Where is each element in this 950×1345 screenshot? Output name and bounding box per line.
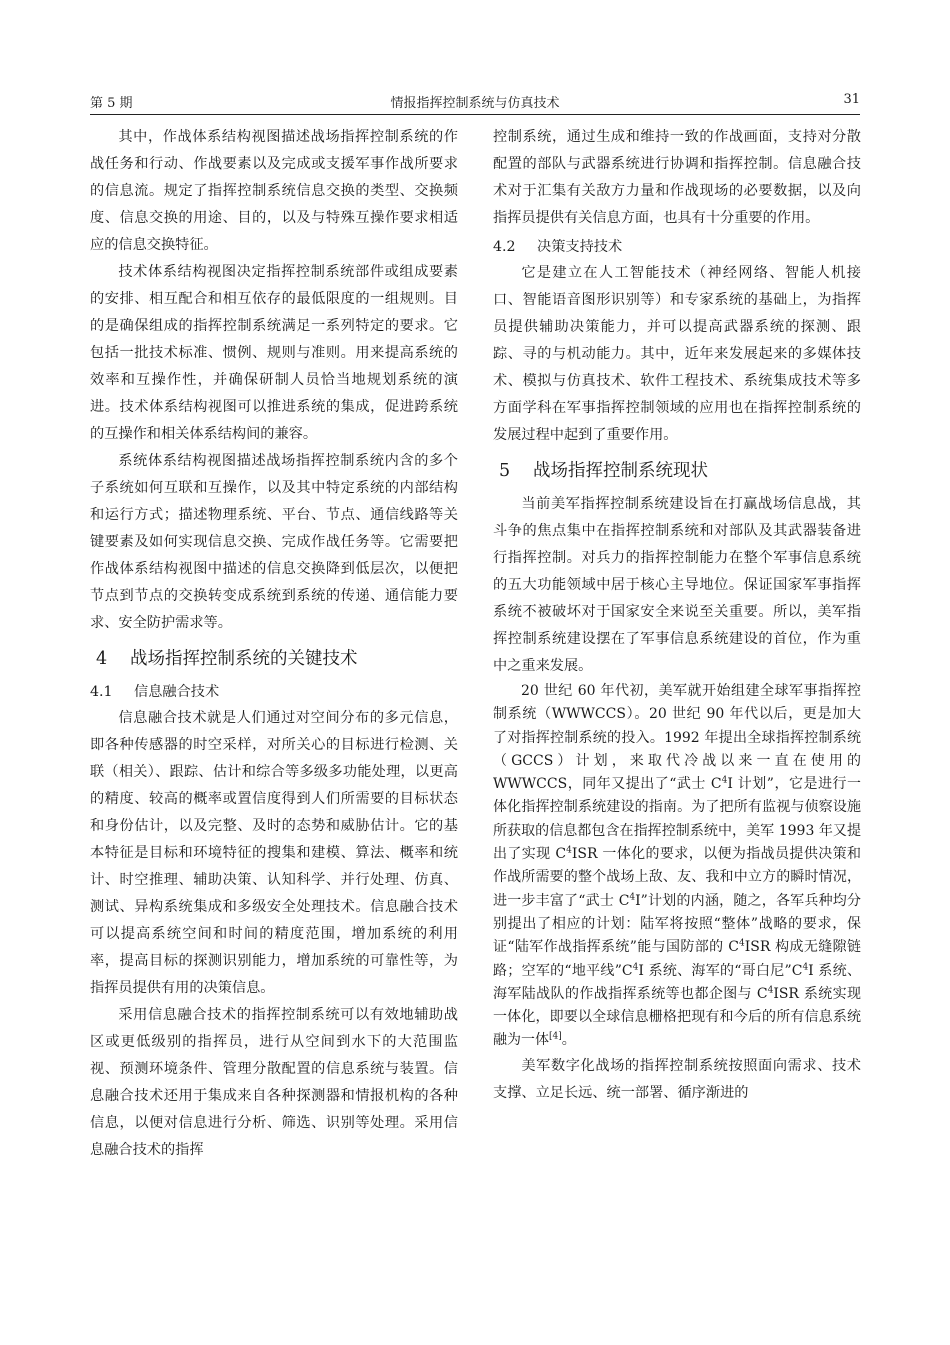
superscript: 4 bbox=[566, 845, 572, 856]
text-run: ISR 一体化的要求，以便为指战员提供决策和作战所需要的整个战场上敌、友、我和中立方的瞬时情况，进一步丰富了“武士 C bbox=[493, 846, 861, 909]
paragraph: 它是建立在人工智能技术（神经网络、智能人机接口、智能语音图形识别等）和专家系统的基础上，为指挥员提供辅助决策能力，并可以提高武器系统的探测、跟踪、寻的与机动能力。其中，近年来发展起来的多媒体技术、模拟与仿真技术、软件工程技术、系统集成技术等多方面学科在军事指挥控制领域的应用也在指挥控制系统的发展过程中起到了重要作用。 bbox=[493, 265, 861, 443]
subsection-title: 决策支持技术 bbox=[537, 239, 623, 255]
text-run: ISR 构成无缝隙链路；空军的“地平线”C bbox=[493, 939, 861, 979]
section-heading-4 bbox=[90, 645, 458, 673]
paragraph: 美军数字化战场的指挥控制系统按照面向需求、技术支撑、立足长远、统一部署、循序渐进的 bbox=[493, 1057, 861, 1101]
subsection-heading-4-1 bbox=[90, 679, 458, 705]
text-run: ISR 系统实现一体化，即要以全球信息栅格把现有和今后的所有信息系统融为一体 bbox=[493, 985, 861, 1049]
superscript: 4 bbox=[767, 985, 774, 996]
superscript: 4 bbox=[738, 938, 745, 949]
right-column bbox=[493, 124, 861, 1107]
subsection-title: 信息融合技术 bbox=[134, 684, 220, 700]
text-run: 。 bbox=[561, 1032, 576, 1049]
section-number: 4 bbox=[96, 649, 108, 669]
text-run: I 系统、海军陆战队的作战指挥系统等也都企图与 C bbox=[493, 962, 861, 1002]
subsection-heading-4-2 bbox=[493, 234, 861, 260]
paragraph bbox=[493, 680, 861, 1053]
issue-number: 第 5 期 bbox=[90, 96, 133, 111]
subsection-number: 4.1 bbox=[90, 684, 113, 700]
section-number: 5 bbox=[499, 461, 511, 481]
subsection-number: 4.2 bbox=[493, 239, 516, 255]
page-header bbox=[90, 92, 860, 112]
left-column bbox=[90, 124, 458, 1164]
text-run: I 系统、海军的“哥白尼”C bbox=[638, 962, 803, 979]
superscript: 4 bbox=[721, 775, 728, 786]
section-title: 战场指挥控制系统现状 bbox=[533, 461, 708, 481]
paragraph: 控制系统，通过生成和维持一致的作战画面，支持对分散配置的部队与武器系统进行协调和指挥控制。信息融合技术对于汇集有关敌方力量和作战现场的必要数据，以及向指挥员提供有关信息方面，也具有十分重要的作用。 bbox=[493, 129, 861, 226]
text-run: I”计划的内涵，随之，各军兵种均分别提出了相应的计划：陆军将按照“整体”战略的要求，保证“陆军作战指挥系统”能与国防部的 C bbox=[493, 892, 861, 956]
text-run: I 计划”，它是进行一体化指挥控制系统建设的指南。为了把所有监视与侦察设施所获取的信息都包含在指挥控制系统中，美军 1993 年又提出了实现 C bbox=[493, 776, 861, 863]
journal-title: 情报指挥控制系统与仿真技术 bbox=[390, 96, 560, 111]
text-run: 20 世纪 60 年代初，美军就开始组建全球军事指挥控制系统（WWWCCS）。20 世纪 90 年代以后，更是加大了对指挥控制系统的投入。1992 年提出全球指挥控制系统（GCCS）计划，来取代冷战以来一直在使用的 WWWCCS，同年又提出了“武士 C bbox=[493, 683, 861, 793]
paragraph: 技术体系结构视图决定指挥控制系统部件或组成要素的安排、相互配合和相互依存的最低限度的一组规则。目的是确保组成的指挥控制系统满足一系列特定的要求。它包括一批技术标准、惯例、规则与准则。用来提高系统的效率和互操作性，并确保研制人员恰当地规划系统的演进。技术体系结构视图可以推进系统的集成，促进跨系统的互操作和相关体系结构间的兼容。 bbox=[90, 264, 458, 442]
paragraph: 其中，作战体系结构视图描述战场指挥控制系统的作战任务和行动、作战要素以及完成或支援军事作战所要求的信息流。规定了指挥控制系统信息交换的类型、交换频度、信息交换的用途、目的，以及与特殊互操作要求相适应的信息交换特征。 bbox=[90, 129, 458, 253]
section-title: 战场指挥控制系统的关键技术 bbox=[130, 649, 358, 669]
paragraph: 系统体系结构视图描述战场指挥控制系统内含的多个子系统如何互联和互操作，以及其中特定系统的内部结构和运行方式；描述物理系统、平台、节点、通信线路等关键要素及如何实现信息交换、完成作战任务等。它需要把作战体系结构视图中描述的信息交换降到低层次，以便把节点到节点的交换转变成系统到系统的传递、通信能力要求、安全防护需求等。 bbox=[90, 453, 458, 631]
paragraph: 采用信息融合技术的指挥控制系统可以有效地辅助战区或更低级别的指挥员，进行从空间到水下的大范围监视、预测环境条件、管理分散配置的信息系统与装置。信息融合技术还用于集成来自各种探测器和情报机构的各种信息，以便对信息进行分析、筛选、识别等处理。采用信息融合技术的指挥 bbox=[90, 1007, 458, 1158]
section-heading-5 bbox=[493, 457, 861, 485]
paragraph: 信息融合技术就是人们通过对空间分布的多元信息，即各种传感器的时空采样，对所关心的目标进行检测、关联（相关）、跟踪、估计和综合等多级多功能处理，以更高的精度、较高的概率或置信度得到人们所需要的目标状态和身份估计，以及完整、及时的态势和威胁估计。它的基本特征是目标和环境特征的搜集和建模、算法、概率和统计、时空推理、辅助决策、认知科学、并行处理、仿真、测试、异构系统集成和多级安全处理技术。信息融合技术可以提高系统空间和时间的精度范围，增加系统的利用率，提高目标的探测识别能力，增加系统的可靠性等，为指挥员提供有用的决策信息。 bbox=[90, 710, 458, 996]
superscript: 4 bbox=[629, 892, 636, 903]
superscript: 4 bbox=[632, 961, 639, 972]
header-rule bbox=[90, 114, 860, 115]
page-number: 31 bbox=[843, 92, 860, 107]
paragraph: 当前美军指挥控制系统建设旨在打赢战场信息战，其斗争的焦点集中在指挥控制系统和对部队及其武器装备进行指挥控制。对兵力的指挥控制能力在整个军事信息系统的五大功能领域中居于核心主导地位。保证国家军事指挥系统不被破坏对于国家安全来说至关重要。所以，美军指挥控制系统建设摆在了军事信息系统建设的首位，作为重中之重来发展。 bbox=[493, 496, 861, 674]
reference-citation[interactable]: [4] bbox=[549, 1031, 562, 1042]
superscript: 4 bbox=[802, 961, 809, 972]
